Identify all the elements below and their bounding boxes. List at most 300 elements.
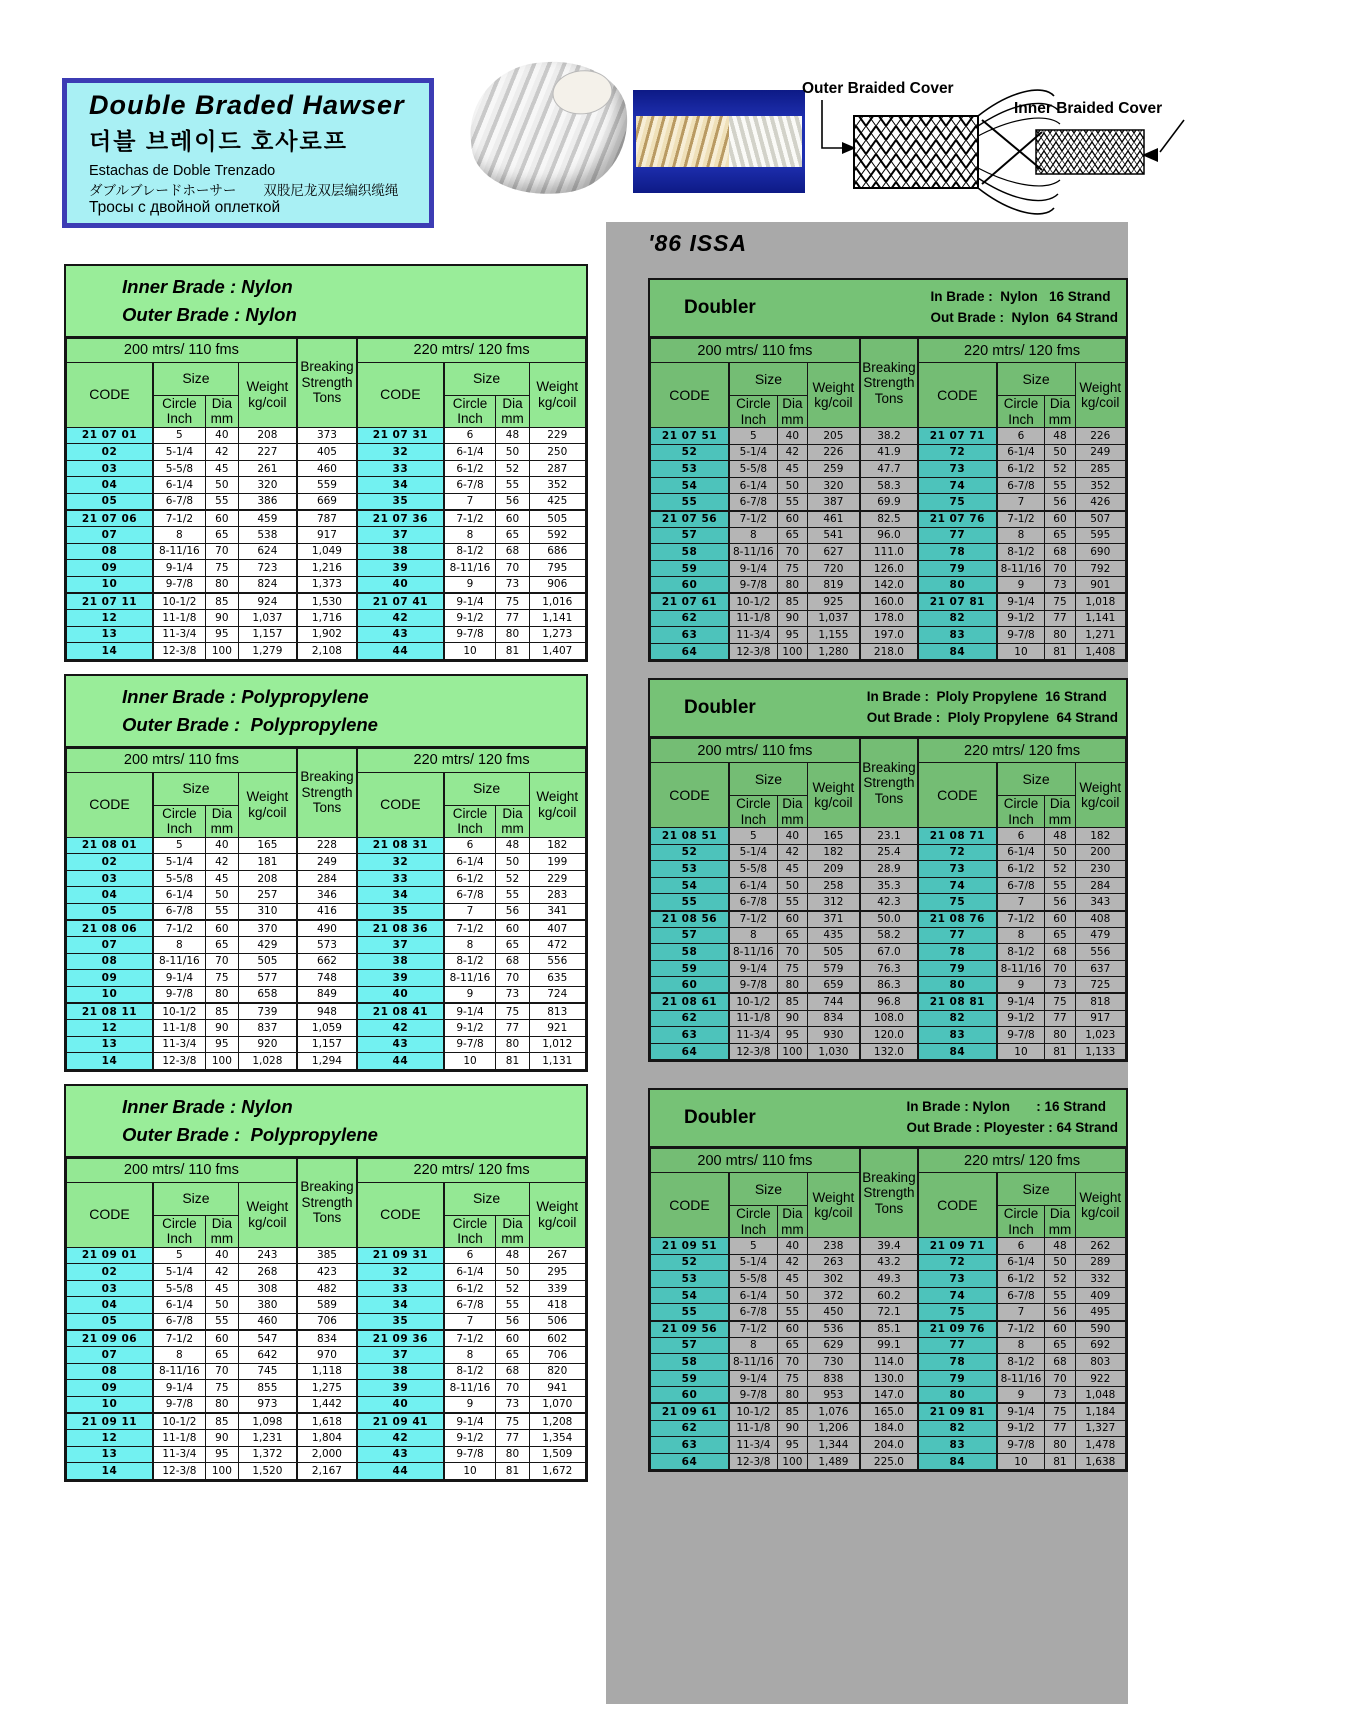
value-cell: 7 (444, 903, 496, 920)
value-cell: 48 (496, 427, 529, 444)
breaking-strength-header (297, 1158, 357, 1247)
value-cell: 85 (205, 1003, 238, 1020)
value-cell: 495 (1075, 1304, 1125, 1321)
label: Inch (457, 821, 483, 837)
code-cell: 40 (357, 576, 443, 593)
table-row (651, 1453, 1126, 1470)
code-cell: 02 (67, 1264, 153, 1281)
code-cell: 60 (651, 577, 729, 594)
label: Dia (782, 396, 803, 411)
value-cell: 68 (496, 953, 529, 970)
label: Strength (301, 1194, 353, 1210)
table-row (67, 444, 586, 461)
value-cell: 42.3 (860, 894, 918, 911)
value-cell: 9-1/2 (444, 1430, 496, 1447)
dia-mm-header (777, 1206, 807, 1238)
value-cell: 70 (1045, 960, 1075, 977)
spec-table (66, 1158, 586, 1480)
value-cell: 50 (1045, 1254, 1075, 1271)
value-cell: 6-7/8 (997, 477, 1045, 494)
code-cell: 62 (651, 1010, 729, 1027)
table-row (651, 560, 1126, 577)
title-korean: 더블 브레이드 호사로프 (89, 128, 348, 154)
value-cell: 43.2 (860, 1254, 918, 1271)
value-cell: 9-1/4 (153, 560, 205, 577)
value-cell: 6-7/8 (444, 477, 496, 494)
value-cell: 930 (807, 1027, 859, 1044)
table-row (67, 1280, 586, 1297)
value-cell: 77 (496, 1020, 529, 1037)
code-header: CODE (67, 772, 153, 837)
code-cell: 60 (651, 1387, 729, 1404)
value-cell: 1,478 (1075, 1437, 1125, 1454)
table-row (67, 593, 586, 610)
code-cell: 09 (67, 560, 153, 577)
table-row (67, 1003, 586, 1020)
value-cell: 1,672 (529, 1463, 585, 1480)
col-200mtrs-header: 200 mtrs/ 110 fms (67, 1158, 297, 1182)
value-cell: 8-1/2 (997, 1354, 1045, 1371)
value-cell: 52 (496, 870, 529, 887)
spec-table-nylon-nylon (64, 264, 588, 662)
value-cell: 42 (205, 1264, 238, 1281)
value-cell: 635 (529, 970, 585, 987)
value-cell: 75 (205, 970, 238, 987)
value-cell: 9-1/4 (997, 593, 1045, 610)
value-cell: 80 (1045, 1437, 1075, 1454)
code-cell: 80 (918, 577, 996, 594)
value-cell: 6 (444, 837, 496, 854)
value-cell: 372 (807, 1287, 859, 1304)
label: mm (781, 411, 804, 427)
code-cell: 10 (67, 986, 153, 1003)
weight-header (807, 1173, 859, 1238)
value-cell: 73 (1045, 1387, 1075, 1404)
value-cell: 1,372 (238, 1446, 296, 1463)
code-cell: 72 (918, 444, 996, 461)
spec-table (650, 338, 1126, 660)
value-cell: 10-1/2 (729, 993, 777, 1010)
value-cell: 385 (297, 1247, 357, 1264)
label: Breaking (862, 359, 916, 375)
label: Weight (536, 1199, 579, 1214)
value-cell: 416 (297, 903, 357, 920)
value-cell: 595 (1075, 527, 1125, 544)
value-cell: 259 (807, 461, 859, 478)
table-row (67, 527, 586, 544)
label: Circle (452, 395, 488, 411)
value-cell: 1,216 (297, 560, 357, 577)
value-cell: 1,157 (238, 626, 296, 643)
code-cell: 21 08 31 (357, 837, 443, 854)
code-cell: 12 (67, 610, 153, 627)
label: Strength (863, 375, 915, 391)
table-row (651, 828, 1126, 845)
value-cell: 7 (444, 493, 496, 510)
value-cell: 1,184 (1075, 1403, 1125, 1420)
label: Strength (301, 374, 353, 390)
value-cell: 1,273 (529, 626, 585, 643)
value-cell: 459 (238, 510, 296, 527)
value-cell: 42 (777, 844, 807, 861)
code-cell: 03 (67, 460, 153, 477)
value-cell: 12-3/8 (729, 643, 777, 660)
code-cell: 12 (67, 1430, 153, 1447)
col-200mtrs-header: 200 mtrs/ 110 fms (651, 739, 860, 763)
value-cell: 5-1/4 (729, 844, 777, 861)
rope-photo (464, 54, 635, 202)
label: Tons (874, 1200, 904, 1216)
value-cell: 11-1/8 (153, 1430, 205, 1447)
value-cell: 8-11/16 (153, 1363, 205, 1380)
table-row (67, 460, 586, 477)
table-row (67, 1297, 586, 1314)
value-cell: 73 (496, 576, 529, 593)
label: mm (1048, 411, 1072, 427)
label: Inch (740, 811, 767, 827)
label: Dia (782, 1206, 803, 1221)
value-cell: 60 (1045, 911, 1075, 928)
value-cell: 6-7/8 (729, 894, 777, 911)
value-cell: 75 (205, 560, 238, 577)
value-cell: 579 (807, 960, 859, 977)
table-row (651, 339, 1126, 363)
value-cell: 787 (297, 510, 357, 527)
value-cell: 970 (297, 1347, 357, 1364)
value-cell: 85.1 (860, 1321, 918, 1338)
value-cell: 9-7/8 (444, 1036, 496, 1053)
code-cell: 59 (651, 960, 729, 977)
value-cell: 387 (807, 494, 859, 511)
value-cell: 48 (496, 1247, 529, 1264)
label: Dia (1049, 396, 1071, 411)
value-cell: 9-1/4 (153, 1380, 205, 1397)
value-cell: 250 (529, 444, 585, 461)
label: Inch (166, 1231, 193, 1247)
value-cell: 9-1/2 (997, 1010, 1045, 1027)
code-cell: 34 (357, 887, 443, 904)
value-cell: 75 (496, 1413, 529, 1430)
value-cell: 114.0 (860, 1354, 918, 1371)
code-cell: 64 (651, 1453, 729, 1470)
label: Circle (736, 1206, 771, 1221)
value-cell: 80 (496, 626, 529, 643)
value-cell: 184.0 (860, 1420, 918, 1437)
size-header: Size (729, 763, 807, 796)
dia-mm-header (1045, 796, 1075, 828)
value-cell: 9-7/8 (444, 1446, 496, 1463)
code-cell: 35 (357, 493, 443, 510)
label: Breaking (862, 759, 916, 775)
value-cell: 11-1/8 (153, 610, 205, 627)
out-brade-spec: Out Brade : Ploly Propylene 64 Strand (866, 710, 1118, 725)
value-cell: 1,275 (297, 1380, 357, 1397)
value-cell: 90 (777, 610, 807, 627)
label: Breaking (300, 359, 354, 375)
value-cell: 56 (496, 493, 529, 510)
value-cell: 642 (238, 1347, 296, 1364)
doubler-title: Doubler (684, 697, 756, 718)
circle-inch-header (729, 796, 777, 828)
code-cell: 21 07 51 (651, 428, 729, 445)
value-cell: 60 (1045, 511, 1075, 528)
value-cell: 813 (529, 1003, 585, 1020)
code-cell: 05 (67, 493, 153, 510)
value-cell: 10 (444, 643, 496, 660)
code-cell: 74 (918, 1287, 996, 1304)
size-header: Size (997, 763, 1075, 796)
code-cell: 52 (651, 1254, 729, 1271)
value-cell: 460 (238, 1313, 296, 1330)
value-cell: 5-5/8 (153, 870, 205, 887)
table-row (651, 1403, 1126, 1420)
value-cell: 50 (496, 854, 529, 871)
value-cell: 70 (496, 560, 529, 577)
value-cell: 450 (807, 1304, 859, 1321)
code-cell: 21 08 51 (651, 828, 729, 845)
weight-header (238, 772, 296, 837)
label: mm (781, 811, 804, 827)
code-cell: 07 (67, 937, 153, 954)
value-cell: 48 (1045, 428, 1075, 445)
code-cell: 34 (357, 477, 443, 494)
value-cell: 824 (238, 576, 296, 593)
value-cell: 1,530 (297, 593, 357, 610)
code-cell: 53 (651, 1271, 729, 1288)
value-cell: 9-7/8 (997, 1027, 1045, 1044)
label: kg/coil (1081, 395, 1120, 411)
value-cell: 9-7/8 (153, 1396, 205, 1413)
table-row (651, 1321, 1126, 1338)
value-cell: 8 (153, 527, 205, 544)
code-header: CODE (918, 763, 996, 828)
value-cell: 178.0 (860, 610, 918, 627)
value-cell: 70 (205, 543, 238, 560)
value-cell: 479 (1075, 927, 1125, 944)
table-row (67, 477, 586, 494)
value-cell: 287 (529, 460, 585, 477)
value-cell: 10-1/2 (729, 593, 777, 610)
value-cell: 8-11/16 (997, 560, 1045, 577)
value-cell: 8-1/2 (444, 543, 496, 560)
rope-core (550, 67, 614, 117)
product-title-box (62, 78, 434, 228)
value-cell: 1,048 (1075, 1387, 1125, 1404)
value-cell: 472 (529, 937, 585, 954)
value-cell: 1,028 (238, 1053, 296, 1070)
label: Weight (536, 379, 579, 394)
value-cell: 818 (1075, 993, 1125, 1010)
value-cell: 199 (529, 854, 585, 871)
value-cell: 67.0 (860, 944, 918, 961)
value-cell: 181 (238, 854, 296, 871)
label: Strength (863, 775, 915, 791)
value-cell: 8-11/16 (444, 1380, 496, 1397)
value-cell: 9 (444, 1396, 496, 1413)
code-cell: 75 (918, 894, 996, 911)
value-cell: 147.0 (860, 1387, 918, 1404)
value-cell: 100 (205, 643, 238, 660)
value-cell: 6-1/2 (997, 461, 1045, 478)
value-cell: 60 (205, 510, 238, 527)
value-cell: 80 (496, 1036, 529, 1053)
value-cell: 2,000 (297, 1446, 357, 1463)
value-cell: 8-11/16 (997, 960, 1045, 977)
code-cell: 58 (651, 944, 729, 961)
value-cell: 9-1/2 (997, 610, 1045, 627)
value-cell: 284 (1075, 877, 1125, 894)
value-cell: 9 (444, 576, 496, 593)
value-cell: 6-1/2 (444, 460, 496, 477)
value-cell: 227 (238, 444, 296, 461)
code-cell: 55 (651, 894, 729, 911)
code-cell: 21 08 56 (651, 911, 729, 928)
label: Dia (782, 796, 803, 811)
code-cell: 21 07 76 (918, 511, 996, 528)
dia-mm-header (496, 1215, 529, 1247)
value-cell: 343 (1075, 894, 1125, 911)
value-cell: 720 (807, 560, 859, 577)
value-cell: 10 (997, 643, 1045, 660)
size-header: Size (444, 1182, 529, 1215)
value-cell: 425 (529, 493, 585, 510)
circle-inch-header (153, 395, 205, 427)
value-cell: 90 (777, 1010, 807, 1027)
value-cell: 208 (238, 870, 296, 887)
code-cell: 21 08 01 (67, 837, 153, 854)
value-cell: 538 (238, 527, 296, 544)
table-title-band (650, 680, 1126, 738)
value-cell: 1,373 (297, 576, 357, 593)
value-cell: 547 (238, 1330, 296, 1347)
table-row (67, 1020, 586, 1037)
value-cell: 95 (205, 1036, 238, 1053)
value-cell: 70 (1045, 1370, 1075, 1387)
value-cell: 6-7/8 (729, 1304, 777, 1321)
value-cell: 284 (297, 870, 357, 887)
value-cell: 73 (496, 986, 529, 1003)
value-cell: 1,327 (1075, 1420, 1125, 1437)
value-cell: 8 (997, 527, 1045, 544)
code-cell: 42 (357, 1020, 443, 1037)
value-cell: 310 (238, 903, 296, 920)
value-cell: 917 (1075, 1010, 1125, 1027)
table-row (67, 610, 586, 627)
code-cell: 40 (357, 1396, 443, 1413)
table-row (651, 861, 1126, 878)
value-cell: 1,157 (297, 1036, 357, 1053)
code-cell: 21 09 01 (67, 1247, 153, 1264)
label: Tons (312, 800, 342, 816)
value-cell: 85 (205, 1413, 238, 1430)
code-cell: 21 07 41 (357, 593, 443, 610)
value-cell: 10-1/2 (153, 1003, 205, 1020)
value-cell: 55 (205, 903, 238, 920)
code-cell: 80 (918, 977, 996, 994)
value-cell: 8-1/2 (444, 953, 496, 970)
col-220mtrs-header: 220 mtrs/ 120 fms (918, 739, 1125, 763)
value-cell: 142.0 (860, 577, 918, 594)
value-cell: 9-1/4 (729, 1370, 777, 1387)
value-cell: 95 (205, 626, 238, 643)
label: Dia (211, 1215, 232, 1231)
code-cell: 54 (651, 477, 729, 494)
spec-table-doubler-nylon (648, 278, 1128, 662)
value-cell: 39.4 (860, 1238, 918, 1255)
label: Inch (166, 821, 193, 837)
value-cell: 132.0 (860, 1043, 918, 1060)
label: Dia (502, 1215, 523, 1231)
value-cell: 267 (529, 1247, 585, 1264)
value-cell: 922 (1075, 1370, 1125, 1387)
value-cell: 1,023 (1075, 1027, 1125, 1044)
value-cell: 9-1/4 (444, 1413, 496, 1430)
value-cell: 373 (297, 427, 357, 444)
code-cell: 21 09 51 (651, 1238, 729, 1255)
value-cell: 370 (238, 920, 296, 937)
dia-mm-header (205, 395, 238, 427)
value-cell: 9-1/2 (444, 1020, 496, 1037)
value-cell: 5 (729, 828, 777, 845)
table-row (651, 577, 1126, 594)
value-cell: 11-3/4 (729, 1027, 777, 1044)
value-cell: 68 (496, 543, 529, 560)
value-cell: 589 (297, 1297, 357, 1314)
value-cell: 258 (807, 877, 859, 894)
value-cell: 706 (529, 1347, 585, 1364)
code-cell: 03 (67, 870, 153, 887)
value-cell: 724 (529, 986, 585, 1003)
code-cell: 04 (67, 887, 153, 904)
value-cell: 6-1/4 (444, 854, 496, 871)
issa-title: '86 ISSA (648, 230, 748, 256)
value-cell: 686 (529, 543, 585, 560)
table-row (67, 953, 586, 970)
value-cell: 60 (205, 920, 238, 937)
value-cell: 65 (496, 937, 529, 954)
value-cell: 5 (153, 1247, 205, 1264)
value-cell: 55 (205, 1313, 238, 1330)
value-cell: 11-1/8 (729, 610, 777, 627)
value-cell: 12-3/8 (153, 643, 205, 660)
value-cell: 60 (496, 920, 529, 937)
code-cell: 34 (357, 1297, 443, 1314)
code-cell: 74 (918, 477, 996, 494)
code-cell: 02 (67, 854, 153, 871)
value-cell: 85 (205, 593, 238, 610)
value-cell: 590 (1075, 1321, 1125, 1338)
label: Breaking (300, 1179, 354, 1195)
code-cell: 37 (357, 527, 443, 544)
label: kg/coil (814, 795, 853, 811)
label: Circle (736, 396, 771, 411)
value-cell: 8-11/16 (729, 1354, 777, 1371)
value-cell: 12-3/8 (729, 1453, 777, 1470)
value-cell: 50 (777, 1287, 807, 1304)
col-220mtrs-header: 220 mtrs/ 120 fms (357, 338, 585, 362)
code-cell: 63 (651, 1437, 729, 1454)
code-cell: 13 (67, 1446, 153, 1463)
value-cell: 65 (777, 527, 807, 544)
value-cell: 490 (297, 920, 357, 937)
table-row (67, 1446, 586, 1463)
value-cell: 834 (807, 1010, 859, 1027)
table-row (651, 977, 1126, 994)
col-220mtrs-header: 220 mtrs/ 120 fms (918, 339, 1125, 363)
value-cell: 204.0 (860, 1437, 918, 1454)
value-cell: 1,280 (807, 643, 859, 660)
value-cell: 295 (529, 1264, 585, 1281)
